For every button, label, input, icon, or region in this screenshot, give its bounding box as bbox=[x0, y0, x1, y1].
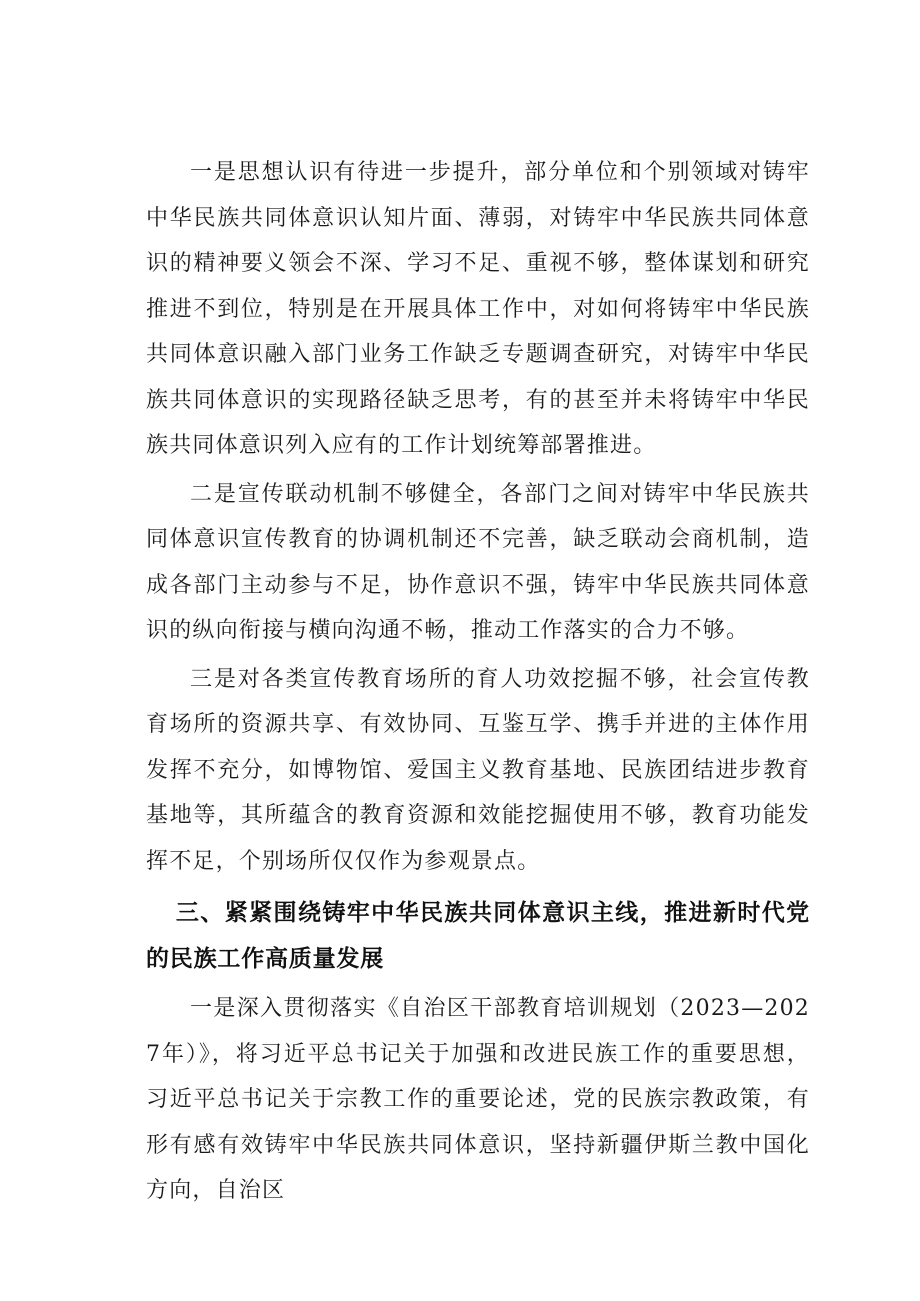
paragraph-publicity-mechanism: 二是宣传联动机制不够健全，各部门之间对铸牢中华民族共同体意识宣传教育的协调机制还不完善，缺乏联动会商机制，造成各部门主动参与不足，协作意识不强，铸牢中华民族共同体意识的纵向衔接与横向沟通不畅，推动工作落实的合力不够。 bbox=[146, 481, 810, 643]
document-body bbox=[146, 150, 810, 1217]
section-heading-three: 三、紧紧围绕铸牢中华民族共同体意识主线，推进新时代党的民族工作高质量发展 bbox=[146, 900, 810, 972]
paragraph-ideological-awareness: 一是思想认识有待进一步提升，部分单位和个别领域对铸牢中华民族共同体意识认知片面、薄弱，对铸牢中华民族共同体意识的精神要义领会不深、学习不足、重视不够，整体谋划和研究推进不到位，特别是在开展具体工作中，对如何将铸牢中华民族共同体意识融入部门业务工作缺乏专题调查研究，对铸牢中华民族共同体意识的实现路径缺乏思考，有的甚至并未将铸牢中华民族共同体意识列入应有的工作计划统筹部署推进。 bbox=[146, 160, 810, 458]
paragraph-implementation-plan: 一是深入贯彻落实《自治区干部教育培训规划（2023—2027年）》，将习近平总书记关于加强和改进民族工作的重要思想，习近平总书记关于宗教工作的重要论述，党的民族宗教政策，有形有感有效铸牢中华民族共同体意识，坚持新疆伊斯兰教中国化方向，自治区 bbox=[146, 996, 810, 1203]
paragraph-education-venues: 三是对各类宣传教育场所的育人功效挖掘不够，社会宣传教育场所的资源共享、有效协同、互鉴互学、携手并进的主体作用发挥不充分，如博物馆、爱国主义教育基地、民族团结进步教育基地等，其所蕴含的教育资源和效能挖掘使用不够，教育功能发挥不足，个别场所仅仅作为参观景点。 bbox=[146, 666, 810, 874]
